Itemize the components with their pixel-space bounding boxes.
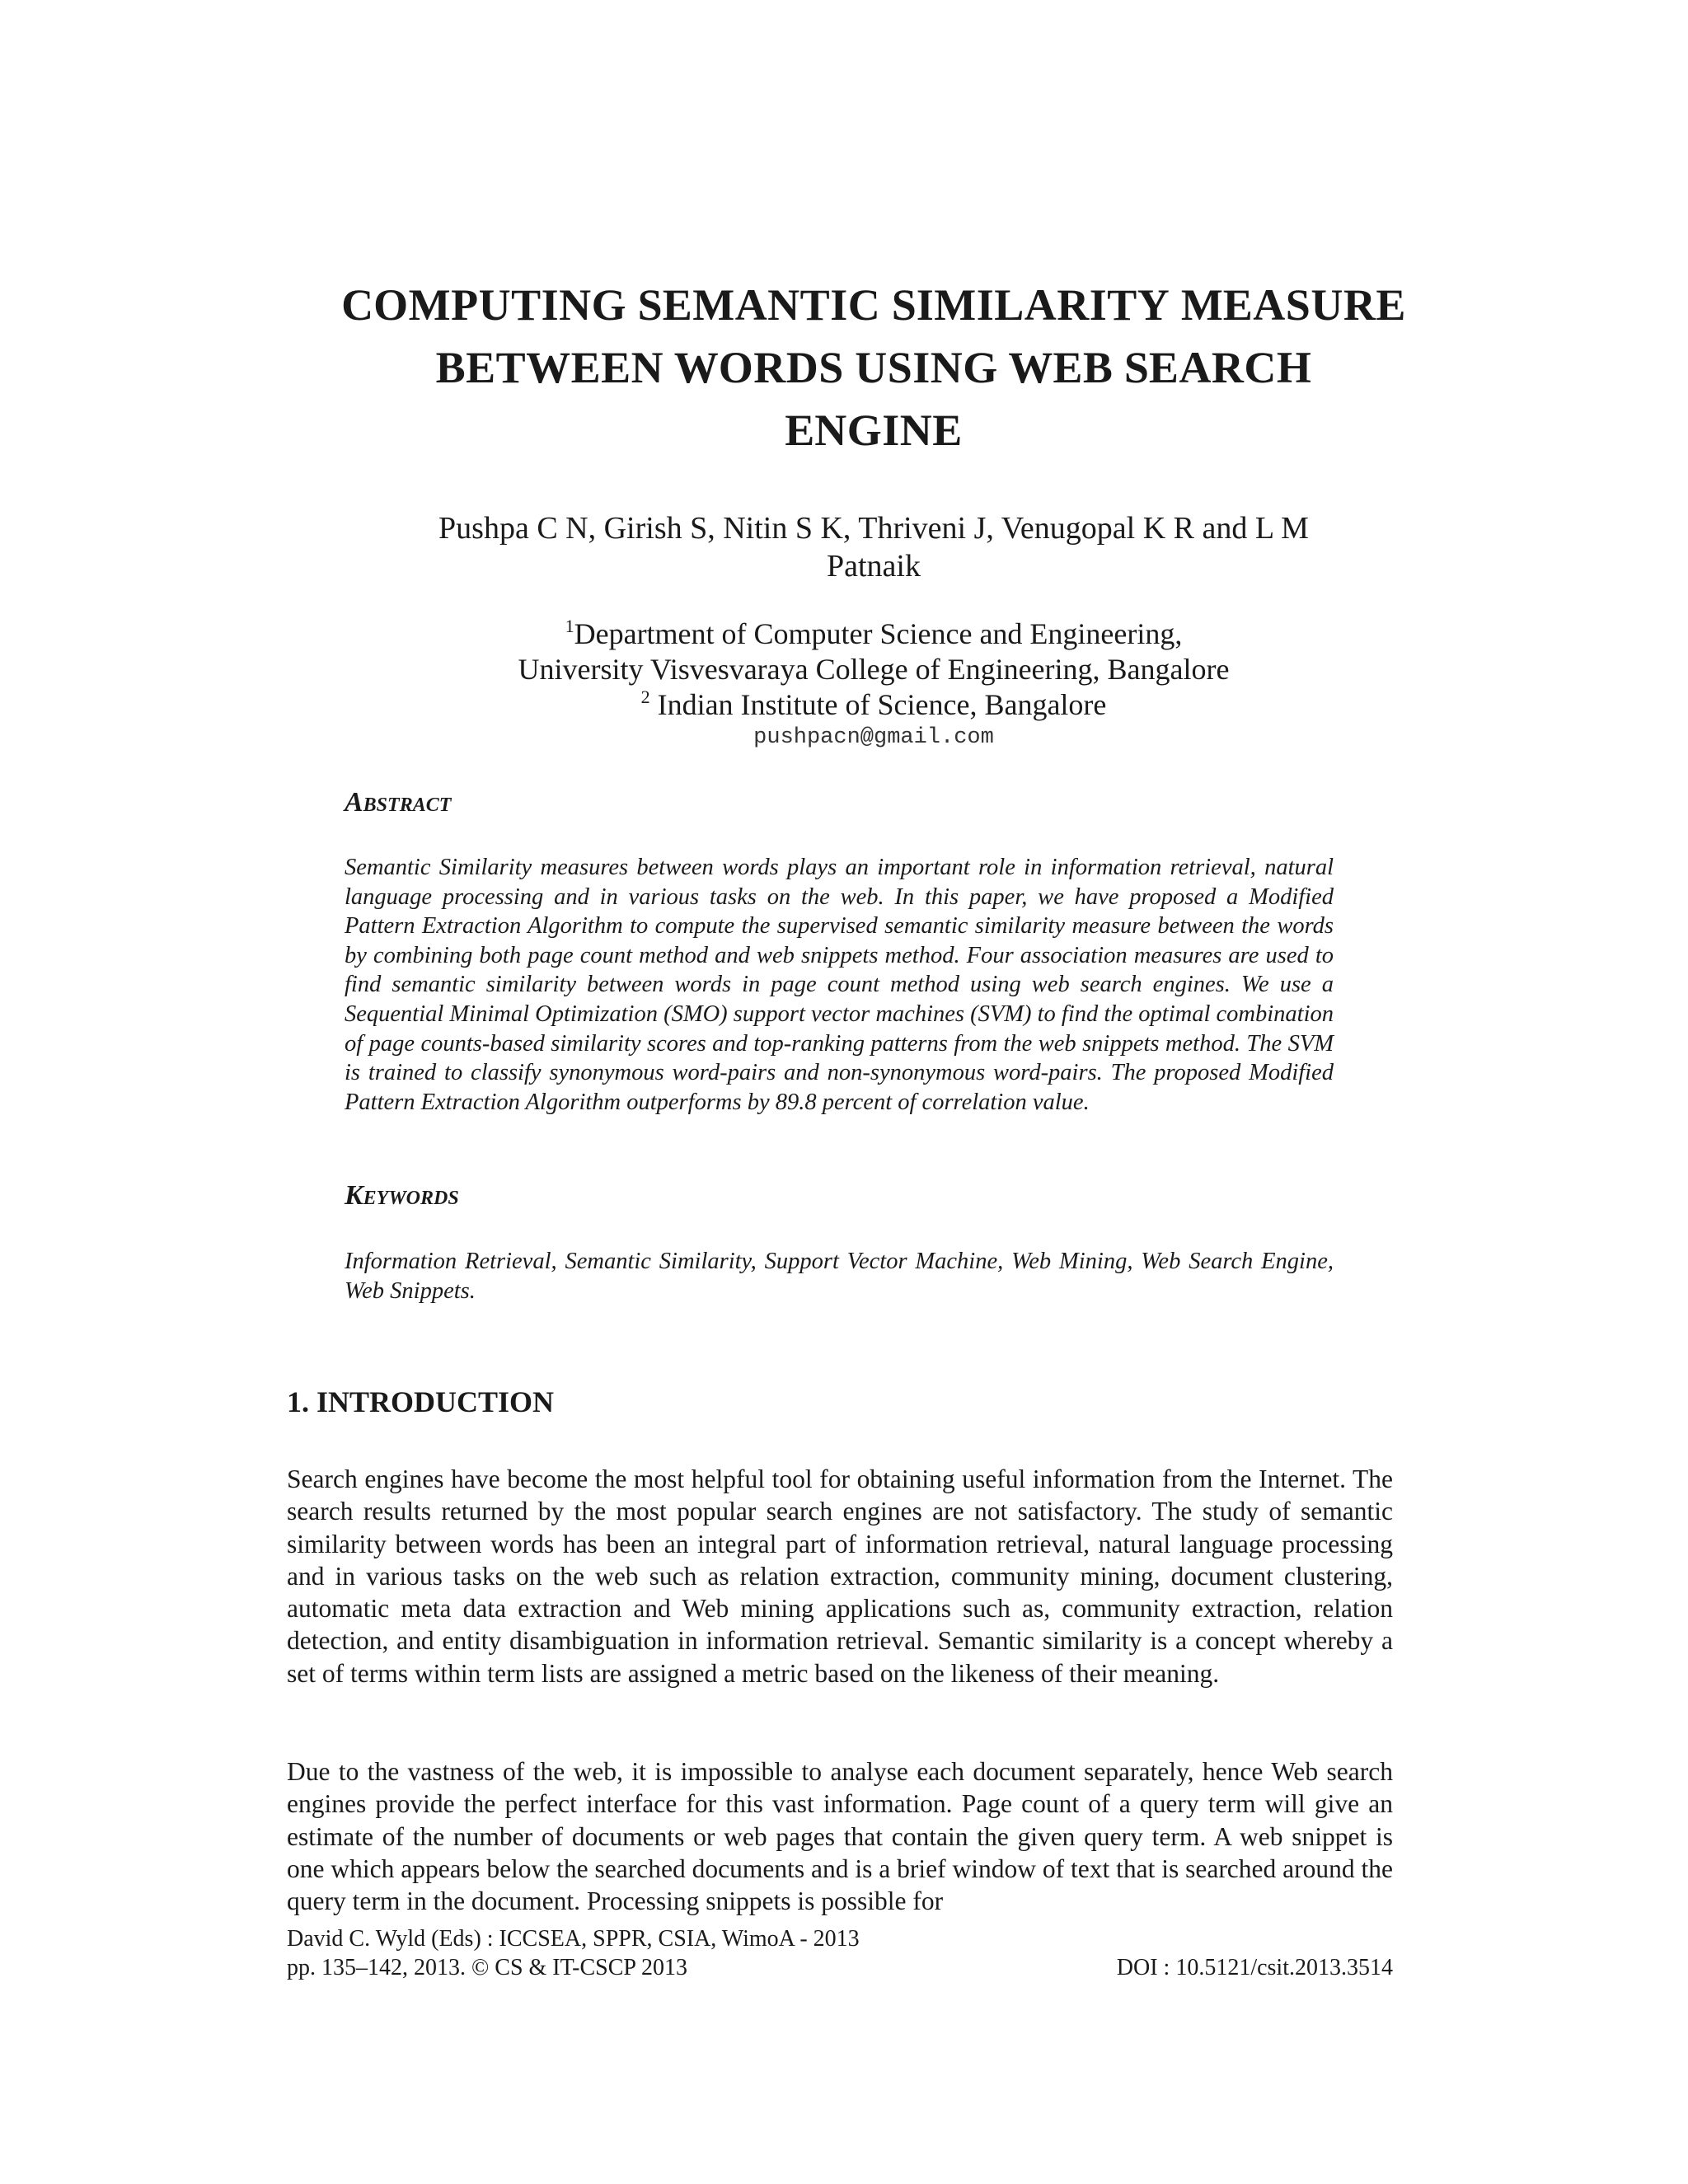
authors-line-1: Pushpa C N, Girish S, Nitin S K, Thriveni J, Venugopal K R and L M bbox=[438, 511, 1309, 546]
footer-row bbox=[287, 1953, 1393, 1982]
footer-pages: pp. 135–142, 2013. © CS & IT-CSCP 2013 bbox=[287, 1955, 687, 1980]
affiliation-department: $^1$Department of Computer Science and Engineering, bbox=[565, 616, 1183, 650]
abstract-text: Semantic Similarity measures between words plays an important role in information retrieval, natural language processing and in various tasks on the web. In this paper, we have proposed a Modified Pattern Extraction Algorithm to compute the supervised semantic similarity measure between the words by combining both page count method and web snippets method. Four association measures are used to find semantic similarity between words in page count method using web search engines. We use a Sequential Minimal Optimization (SMO) support vector machines (SVM) to find the optimal combination of page counts-based similarity scores and top-ranking patterns from the web snippets method. The SVM is trained to classify synonymous word-pairs and non-synonymous word-pairs. The proposed Modified Pattern Extraction Algorithm outperforms by 89.8 percent of correlation value. bbox=[345, 855, 1334, 1115]
abstract-heading: Abstract bbox=[345, 787, 452, 818]
author-list bbox=[330, 509, 1418, 585]
intro-paragraph-2: Due to the vastness of the web, it is impossible to analyse each document separately, hence Web search engines provide the perfect interface for this vast information. Page count of a query term will give an estimate of the number of documents or web pages that contain the given query term. A web snippet is one which appears below the searched documents and is a brief window of text that is searched around the query term in the document. Processing snippets is possible for bbox=[287, 1757, 1393, 1916]
paper-title bbox=[330, 274, 1418, 462]
keywords-text: Information Retrieval, Semantic Similarity, Support Vector Machine, Web Mining, Web Search Engine, Web Snippets. bbox=[345, 1249, 1334, 1304]
title-line-2: BETWEEN WORDS USING WEB SEARCH bbox=[435, 343, 1312, 392]
keywords-heading: Keywords bbox=[345, 1180, 459, 1211]
title-line-1: COMPUTING SEMANTIC SIMILARITY MEASURE bbox=[341, 280, 1406, 330]
affiliation-institute: $^2$ Indian Institute of Science, Bangalore bbox=[640, 687, 1107, 721]
footer-editors: David C. Wyld (Eds) : ICCSEA, SPPR, CSIA, WimoA - 2013 bbox=[287, 1926, 860, 1952]
introduction-heading: 1. INTRODUCTION bbox=[287, 1385, 555, 1418]
footer-doi[interactable]: DOI : 10.5121/csit.2013.3514 bbox=[1116, 1955, 1393, 1980]
intro-paragraph-1: Search engines have become the most helpful tool for obtaining useful information from the Internet. The search results returned by the most popular search engines are not satisfactory. The study of semantic similarity between words has been an integral part of information retrieval, natural language processing and in various tasks on the web such as relation extraction, community mining, document clustering, automatic meta data extraction and Web mining applications such as, community extraction, relation detection, and entity disambiguation in information retrieval. Semantic similarity is a concept whereby a set of terms within term lists are assigned a metric based on the likeness of their meaning. bbox=[287, 1465, 1393, 1688]
title-line-3: ENGINE bbox=[785, 405, 963, 455]
authors-line-2: Patnaik bbox=[827, 549, 921, 583]
affiliations bbox=[330, 616, 1418, 752]
page-footer bbox=[287, 1924, 1393, 1982]
affiliation-college: University Visvesvaraya College of Engineering, Bangalore bbox=[518, 653, 1230, 686]
author-email[interactable]: pushpacn@gmail.com bbox=[753, 725, 994, 750]
